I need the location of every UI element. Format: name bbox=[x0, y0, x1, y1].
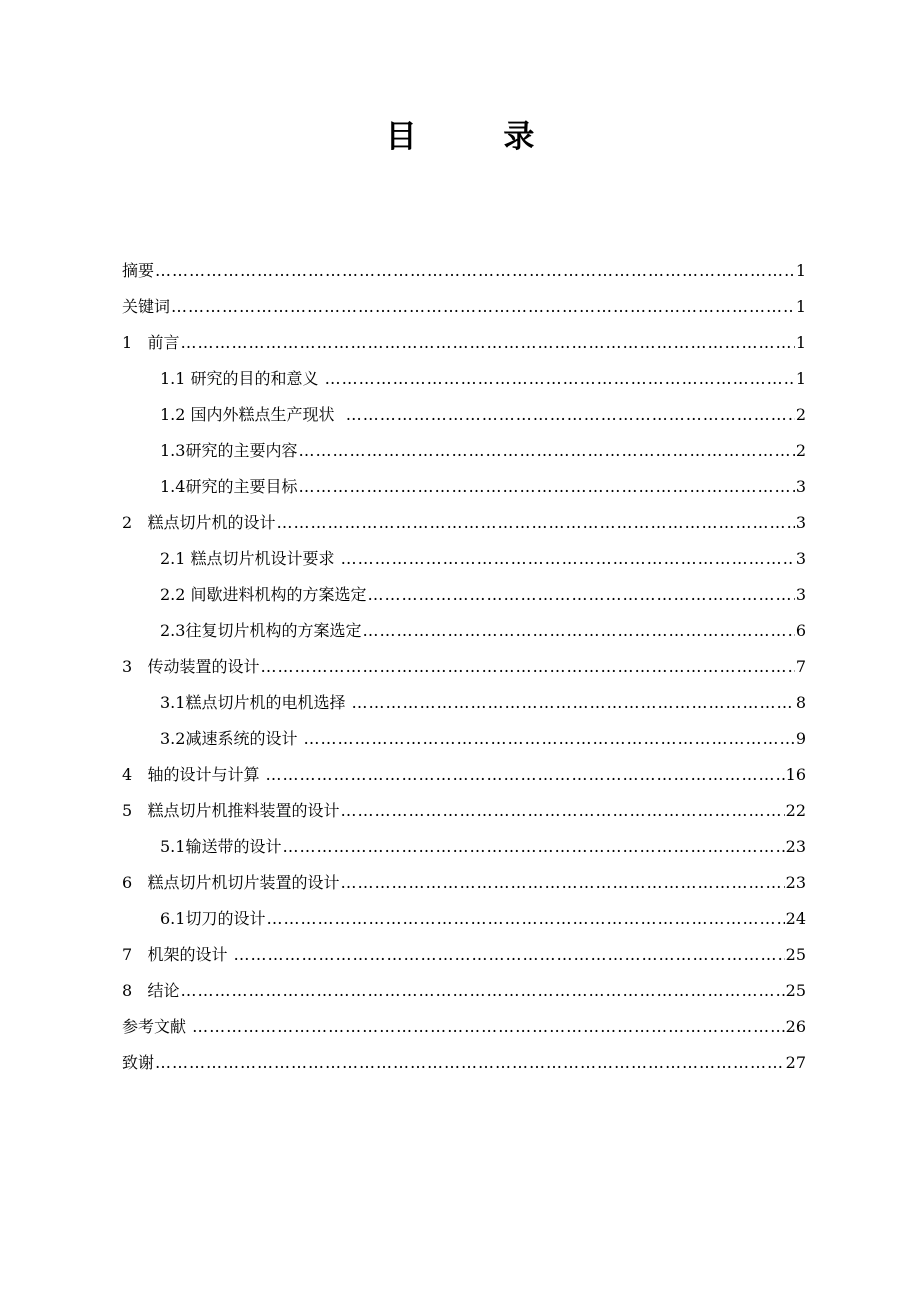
page-title: 目 录 bbox=[385, 119, 573, 155]
toc-page-number: 2 bbox=[795, 405, 806, 424]
toc-page-number: 3 bbox=[795, 477, 806, 496]
toc-entry-label: 关键词 bbox=[122, 297, 171, 316]
toc-dot-leader bbox=[352, 692, 795, 714]
toc-page-number: 27 bbox=[785, 1053, 806, 1072]
toc-dot-leader bbox=[368, 584, 795, 606]
toc-entry[interactable] bbox=[122, 822, 806, 858]
toc-dot-leader bbox=[341, 548, 795, 570]
toc-page-number: 24 bbox=[785, 909, 806, 928]
toc-entry-label: 3 传动装置的设计 bbox=[122, 657, 260, 676]
toc-dot-leader bbox=[155, 1052, 785, 1074]
toc-entry[interactable] bbox=[122, 498, 806, 534]
toc-entry[interactable] bbox=[122, 534, 806, 570]
toc-entry-label: 1 前言 bbox=[122, 333, 180, 352]
toc-dot-leader bbox=[276, 512, 794, 534]
toc-entry[interactable] bbox=[122, 246, 806, 282]
toc-page-number: 25 bbox=[785, 981, 806, 1000]
toc-dot-leader bbox=[304, 728, 795, 750]
toc-entry[interactable] bbox=[122, 1002, 806, 1038]
toc-page-number: 6 bbox=[795, 621, 806, 640]
toc-dot-leader bbox=[298, 476, 794, 498]
toc-entry-label: 5 糕点切片机推料装置的设计 bbox=[122, 801, 340, 820]
toc-page-number: 16 bbox=[785, 765, 806, 784]
table-of-contents bbox=[122, 246, 806, 1074]
toc-page-number: 2 bbox=[795, 441, 806, 460]
toc-page-number: 1 bbox=[795, 261, 806, 280]
toc-page-number: 22 bbox=[785, 801, 806, 820]
toc-dot-leader bbox=[266, 764, 785, 786]
toc-entry-label: 3.2减速系统的设计 bbox=[160, 729, 303, 748]
toc-entry-label: 6 糕点切片机切片装置的设计 bbox=[122, 873, 340, 892]
toc-page-number: 3 bbox=[795, 549, 806, 568]
toc-page-number: 26 bbox=[785, 1017, 806, 1036]
toc-entry[interactable] bbox=[122, 894, 806, 930]
toc-entry[interactable] bbox=[122, 1038, 806, 1074]
toc-dot-leader bbox=[346, 404, 795, 426]
toc-dot-leader bbox=[180, 980, 784, 1002]
toc-entry[interactable] bbox=[122, 930, 806, 966]
toc-dot-leader bbox=[266, 908, 784, 930]
toc-entry-label: 2.3往复切片机构的方案选定 bbox=[160, 621, 362, 640]
toc-page-number: 7 bbox=[795, 657, 806, 676]
toc-entry[interactable] bbox=[122, 750, 806, 786]
toc-entry-label: 摘要 bbox=[122, 261, 155, 280]
toc-entry[interactable] bbox=[122, 606, 806, 642]
toc-page-number: 25 bbox=[785, 945, 806, 964]
toc-dot-leader bbox=[192, 1016, 785, 1038]
toc-page-number: 23 bbox=[785, 873, 806, 892]
toc-entry[interactable] bbox=[122, 570, 806, 606]
toc-entry-label: 1.2 国内外糕点生产现状 bbox=[160, 405, 345, 424]
toc-entry[interactable] bbox=[122, 318, 806, 354]
toc-page-number: 9 bbox=[795, 729, 806, 748]
toc-page-number: 1 bbox=[795, 369, 806, 388]
toc-dot-leader bbox=[234, 944, 785, 966]
toc-entry[interactable] bbox=[122, 282, 806, 318]
toc-entry-label: 8 结论 bbox=[122, 981, 180, 1000]
toc-page-number: 1 bbox=[795, 333, 806, 352]
toc-entry-label: 参考文献 bbox=[122, 1017, 192, 1036]
toc-page-number: 3 bbox=[795, 513, 806, 532]
toc-entry-label: 7 机架的设计 bbox=[122, 945, 233, 964]
toc-dot-leader bbox=[171, 296, 795, 318]
toc-dot-leader bbox=[340, 800, 784, 822]
toc-entry-label: 2.2 间歇进料机构的方案选定 bbox=[160, 585, 367, 604]
toc-page-number: 8 bbox=[795, 693, 806, 712]
toc-entry[interactable] bbox=[122, 786, 806, 822]
toc-entry[interactable] bbox=[122, 462, 806, 498]
toc-dot-leader bbox=[282, 836, 784, 858]
toc-dot-leader bbox=[340, 872, 784, 894]
toc-dot-leader bbox=[180, 332, 794, 354]
toc-entry[interactable] bbox=[122, 714, 806, 750]
toc-page-number: 23 bbox=[785, 837, 806, 856]
toc-entry-label: 致谢 bbox=[122, 1053, 155, 1072]
toc-entry[interactable] bbox=[122, 858, 806, 894]
toc-entry[interactable] bbox=[122, 642, 806, 678]
toc-entry-label: 1.3研究的主要内容 bbox=[160, 441, 298, 460]
toc-page-number: 3 bbox=[795, 585, 806, 604]
toc-entry-label: 2.1 糕点切片机设计要求 bbox=[160, 549, 340, 568]
toc-dot-leader bbox=[325, 368, 795, 390]
toc-dot-leader bbox=[362, 620, 794, 642]
toc-dot-leader bbox=[298, 440, 794, 462]
toc-entry[interactable] bbox=[122, 966, 806, 1002]
toc-page-number: 1 bbox=[795, 297, 806, 316]
toc-entry-label: 6.1切刀的设计 bbox=[160, 909, 266, 928]
toc-entry-label: 1.4研究的主要目标 bbox=[160, 477, 298, 496]
toc-entry[interactable] bbox=[122, 426, 806, 462]
toc-entry[interactable] bbox=[122, 678, 806, 714]
toc-entry[interactable] bbox=[122, 390, 806, 426]
toc-entry-label: 2 糕点切片机的设计 bbox=[122, 513, 276, 532]
toc-dot-leader bbox=[155, 260, 795, 282]
toc-entry-label: 5.1输送带的设计 bbox=[160, 837, 282, 856]
toc-entry-label: 1.1 研究的目的和意义 bbox=[160, 369, 324, 388]
toc-entry-label: 4 轴的设计与计算 bbox=[122, 765, 265, 784]
toc-entry-label: 3.1糕点切片机的电机选择 bbox=[160, 693, 351, 712]
toc-entry[interactable] bbox=[122, 354, 806, 390]
toc-dot-leader bbox=[260, 656, 794, 678]
